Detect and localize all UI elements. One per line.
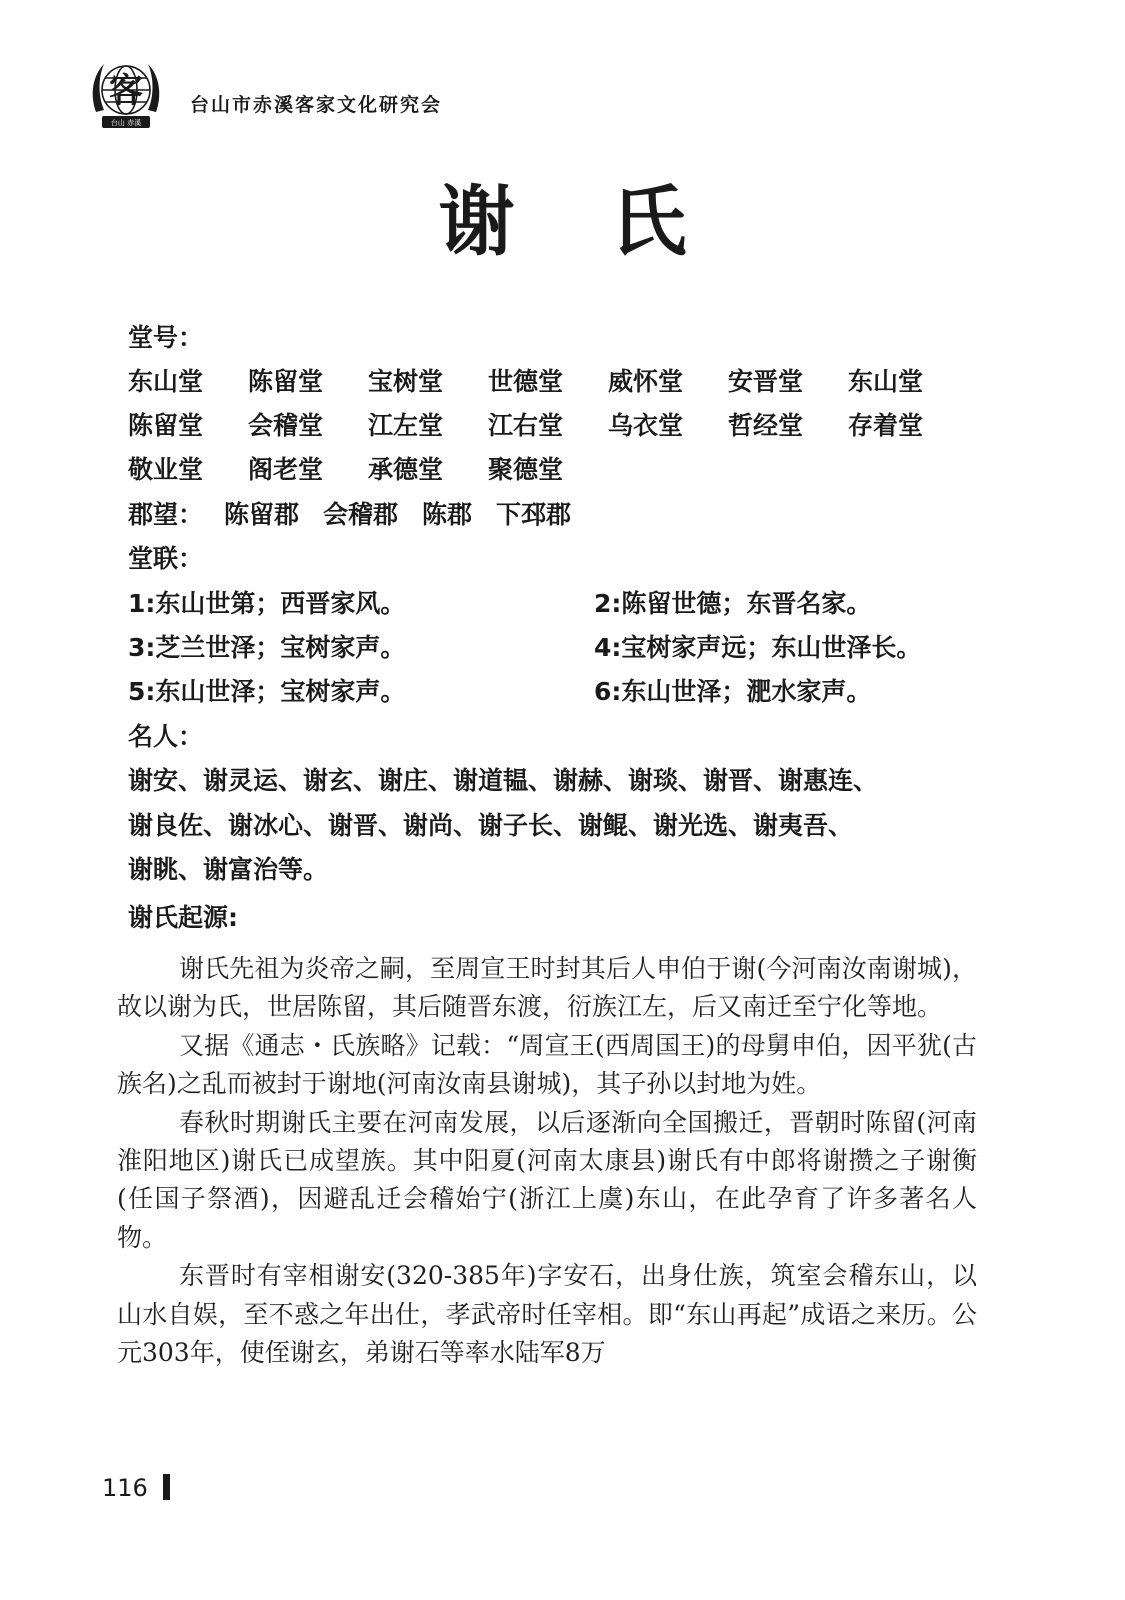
hall-name: 聚德堂	[488, 455, 564, 484]
famous-people-line: 谢良佐、谢冰心、谢晋、谢尚、谢子长、谢鲲、谢光选、谢夷吾、	[128, 811, 854, 840]
couplet-row	[128, 632, 1058, 664]
origin-paragraph: 谢氏先祖为炎帝之嗣，至周宣王时封其后人申伯于谢(今河南汝南谢城)，故以谢为氏，世居陈留，其后随晋东渡，衍族江左，后又南迁至宁化等地。	[117, 954, 977, 1022]
hall-name: 东山堂	[128, 367, 204, 396]
organization-name: 台山市赤溪客家文化研究会	[190, 94, 443, 116]
hall-name: 江左堂	[368, 411, 444, 440]
hall-name: 宝树堂	[368, 367, 444, 396]
famous-people-line: 谢安、谢灵运、谢玄、谢庄、谢道韫、谢赫、谢琰、谢晋、谢惠连、	[128, 766, 879, 795]
junwang-label: 郡望：	[128, 500, 204, 529]
junwang-value: 陈留郡	[224, 500, 300, 529]
junwang-value: 会稽郡	[323, 500, 399, 529]
junwang-value: 陈郡	[422, 500, 473, 529]
origin-body	[117, 950, 977, 1372]
title-char-1: 谢	[438, 177, 515, 266]
origin-label: 谢氏起源:	[128, 903, 238, 932]
origin-paragraph: 又据《通志・氏族略》记载：“周宣王(西周国王)的母舅申伯，因平犹(古族名)之乱而被封于谢地(河南汝南县谢城)，其子孙以封地为姓。	[117, 1030, 977, 1099]
couplet-row	[128, 588, 1058, 620]
logo-bottom-text: 台山 赤溪	[110, 119, 142, 127]
couplet: 3:芝兰世泽；宝树家声。	[128, 633, 406, 662]
tanghao-label: 堂号：	[128, 323, 204, 352]
hall-name: 江右堂	[488, 411, 564, 440]
hall-name: 存着堂	[848, 411, 924, 440]
couplet: 2:陈留世德；东晋名家。	[594, 589, 872, 618]
tanghao-row-2	[128, 410, 968, 442]
couplet-row	[128, 676, 1058, 708]
page-title	[0, 176, 1125, 268]
famous-people-line: 谢眺、谢富治等。	[128, 855, 329, 884]
hall-name: 会稽堂	[248, 411, 324, 440]
tanglian-label: 堂联：	[128, 544, 204, 573]
tanghao-row-3	[128, 454, 608, 486]
couplet: 5:东山世泽；宝树家声。	[128, 677, 406, 706]
page-header	[86, 56, 986, 136]
hall-name: 承德堂	[368, 455, 444, 484]
hall-name: 哲经堂	[728, 411, 804, 440]
hall-name: 阁老堂	[248, 455, 324, 484]
couplet: 1:东山世第；西晋家风。	[128, 589, 406, 618]
junwang-row	[128, 499, 595, 531]
hall-name: 乌衣堂	[608, 411, 684, 440]
tanghao-row-1	[128, 366, 968, 398]
page-number: 116	[102, 1474, 148, 1502]
hall-name: 世德堂	[488, 367, 564, 396]
couplet: 6:东山世泽；淝水家声。	[594, 677, 872, 706]
page-number-bar	[163, 1474, 170, 1500]
logo-char: 客	[109, 71, 143, 111]
hall-name: 威怀堂	[608, 367, 684, 396]
origin-paragraph: 春秋时期谢氏主要在河南发展，以后逐渐向全国搬迁，晋朝时陈留(河南淮阳地区)谢氏已成望族。其中阳夏(河南太康县)谢氏有中郎将谢攒之子谢衡(任国子祭酒)，因避乱迁会稽始宁(浙江上虞)东山，在此孕育了许多著名人物。	[117, 1107, 977, 1252]
hall-name: 安晋堂	[728, 367, 804, 396]
junwang-value: 下邳郡	[496, 500, 572, 529]
hall-name: 敬业堂	[128, 455, 204, 484]
hall-name: 陈留堂	[248, 367, 324, 396]
hall-name: 东山堂	[848, 367, 924, 396]
couplet: 4:宝树家声远；东山世泽长。	[594, 633, 922, 662]
origin-paragraph: 东晋时有宰相谢安(320-385年)字安石，出身仕族，筑室会稽东山，以山水自娱，至不惑之年出仕，孝武帝时任宰相。即“东山再起”成语之来历。公元303年，使侄谢玄，弟谢石等率水陆军8万	[117, 1261, 977, 1368]
hall-name: 陈留堂	[128, 411, 204, 440]
mingren-label: 名人：	[128, 722, 204, 751]
title-char-2: 氏	[610, 177, 687, 266]
society-emblem-icon	[86, 56, 166, 136]
